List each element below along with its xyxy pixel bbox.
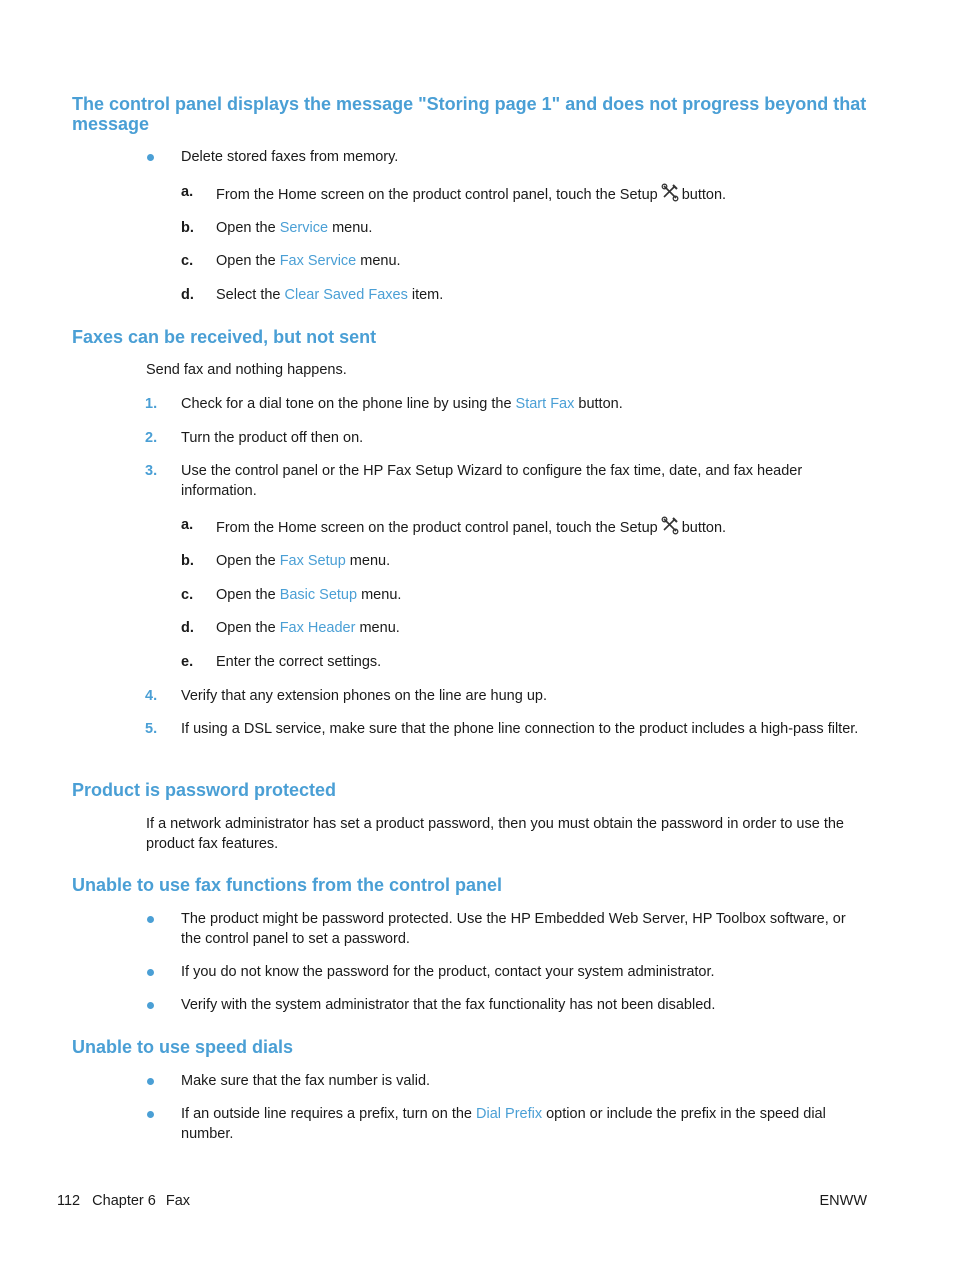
option-link-dial-prefix[interactable]: Dial Prefix xyxy=(476,1106,543,1122)
section-title-speed-dials: Unable to use speed dials xyxy=(72,1037,294,1057)
step-text-pre: From the Home screen on the product control panel, touch the Setup xyxy=(216,520,658,536)
footer-right: ENWW xyxy=(819,1193,867,1209)
paragraph-text: If a network administrator has set a product password, then you must obtain the password in order to use the product fax features. xyxy=(146,816,844,852)
bullet-text: The product might be password protected. Use the HP Embedded Web Server, HP Toolbox software, or the control panel to set a password. xyxy=(181,911,846,947)
section-title-faxes-not-sent: Faxes can be received, but not sent xyxy=(72,327,377,347)
page-footer-left xyxy=(57,1192,190,1211)
step-text xyxy=(181,395,861,415)
step-letter: e. xyxy=(181,654,194,670)
step-text-pre: From the Home screen on the product control panel, touch the Setup xyxy=(216,187,658,203)
setup-wrench-icon xyxy=(660,183,680,203)
step-text: Turn the product off then on. xyxy=(181,430,364,446)
step-text-post: button. xyxy=(681,187,727,203)
menu-link-service[interactable]: Service xyxy=(279,220,329,236)
bullet-text: Make sure that the fax number is valid. xyxy=(181,1073,431,1089)
intro-text: Send fax and nothing happens. xyxy=(146,362,347,378)
step-text-pre: Open the xyxy=(216,620,280,636)
step-number: 2. xyxy=(145,430,158,446)
section-title-storing-page: The control panel displays the message "Storing page 1" and does not progress beyond that message xyxy=(72,94,867,134)
section-title-control-panel: Unable to use fax functions from the control panel xyxy=(72,875,503,895)
step-text-post: button. xyxy=(574,396,623,412)
menu-link-fax-header[interactable]: Fax Header xyxy=(279,620,356,636)
bullet-icon xyxy=(147,969,154,976)
bullet-icon xyxy=(147,154,154,161)
bullet-text: If you do not know the password for the product, contact your system administrator. xyxy=(181,964,715,980)
step-letter: c. xyxy=(181,253,194,269)
step-text xyxy=(216,619,856,639)
step-text xyxy=(216,586,856,606)
step-letter: a. xyxy=(181,184,194,200)
footer-title: Fax xyxy=(165,1193,191,1209)
step-number: 3. xyxy=(145,463,158,479)
bullet-icon xyxy=(147,1078,154,1085)
step-text: Enter the correct settings. xyxy=(216,654,382,670)
step-text: Use the control panel or the HP Fax Setup Wizard to configure the fax time, date, and fax header information. xyxy=(181,463,803,499)
step-text-post: menu. xyxy=(345,553,391,569)
step-text: If using a DSL service, make sure that the phone line connection to the product includes a high-pass filter. xyxy=(181,721,859,737)
menu-link-clear-saved-faxes[interactable]: Clear Saved Faxes xyxy=(284,287,408,303)
step-text-pre: Open the xyxy=(216,587,280,603)
step-text xyxy=(216,552,856,572)
step-text-post: item. xyxy=(407,287,444,303)
menu-link-basic-setup[interactable]: Basic Setup xyxy=(279,587,358,603)
step-letter: c. xyxy=(181,587,194,603)
step-text: Verify that any extension phones on the line are hung up. xyxy=(181,688,547,704)
footer-chapter: Chapter 6 xyxy=(92,1193,156,1209)
step-number: 4. xyxy=(145,688,158,704)
section-title-password-protected: Product is password protected xyxy=(72,780,337,800)
step-text-post: menu. xyxy=(357,587,402,603)
step-number: 5. xyxy=(145,721,158,737)
menu-link-fax-setup[interactable]: Fax Setup xyxy=(279,553,346,569)
step-text-post: menu. xyxy=(328,220,373,236)
bullet-text: Delete stored faxes from memory. xyxy=(181,149,399,165)
step-number: 1. xyxy=(145,396,158,412)
bullet-icon xyxy=(147,916,154,923)
bullet-text xyxy=(181,1105,861,1144)
step-letter: b. xyxy=(181,553,194,569)
step-text-pre: Select the xyxy=(216,287,285,303)
step-letter: d. xyxy=(181,287,194,303)
bullet-icon xyxy=(147,1111,154,1118)
bullet-text-pre: If an outside line requires a prefix, turn on the xyxy=(181,1106,477,1122)
menu-link-fax-service[interactable]: Fax Service xyxy=(279,253,357,269)
page-number: 112 xyxy=(57,1193,81,1209)
step-letter: a. xyxy=(181,517,194,533)
step-text-pre: Open the xyxy=(216,220,280,236)
step-text-pre: Open the xyxy=(216,253,280,269)
step-text xyxy=(216,286,856,306)
bullet-icon xyxy=(147,1002,154,1009)
step-text xyxy=(216,252,856,272)
step-text-pre: Check for a dial tone on the phone line by using the xyxy=(181,396,516,412)
bullet-text-post: option or include the prefix in the speed dial number. xyxy=(181,1106,826,1142)
step-text-pre: Open the xyxy=(216,553,280,569)
setup-wrench-icon xyxy=(660,516,680,536)
step-letter: b. xyxy=(181,220,194,236)
button-link-start-fax[interactable]: Start Fax xyxy=(515,396,575,412)
step-letter: d. xyxy=(181,620,194,636)
step-text xyxy=(216,219,856,239)
step-text-post: button. xyxy=(681,520,727,536)
bullet-text: Verify with the system administrator that the fax functionality has not been disabled. xyxy=(181,997,716,1013)
step-text xyxy=(216,183,856,206)
step-text-post: menu. xyxy=(356,253,401,269)
step-text-post: menu. xyxy=(355,620,400,636)
step-text xyxy=(216,516,856,539)
